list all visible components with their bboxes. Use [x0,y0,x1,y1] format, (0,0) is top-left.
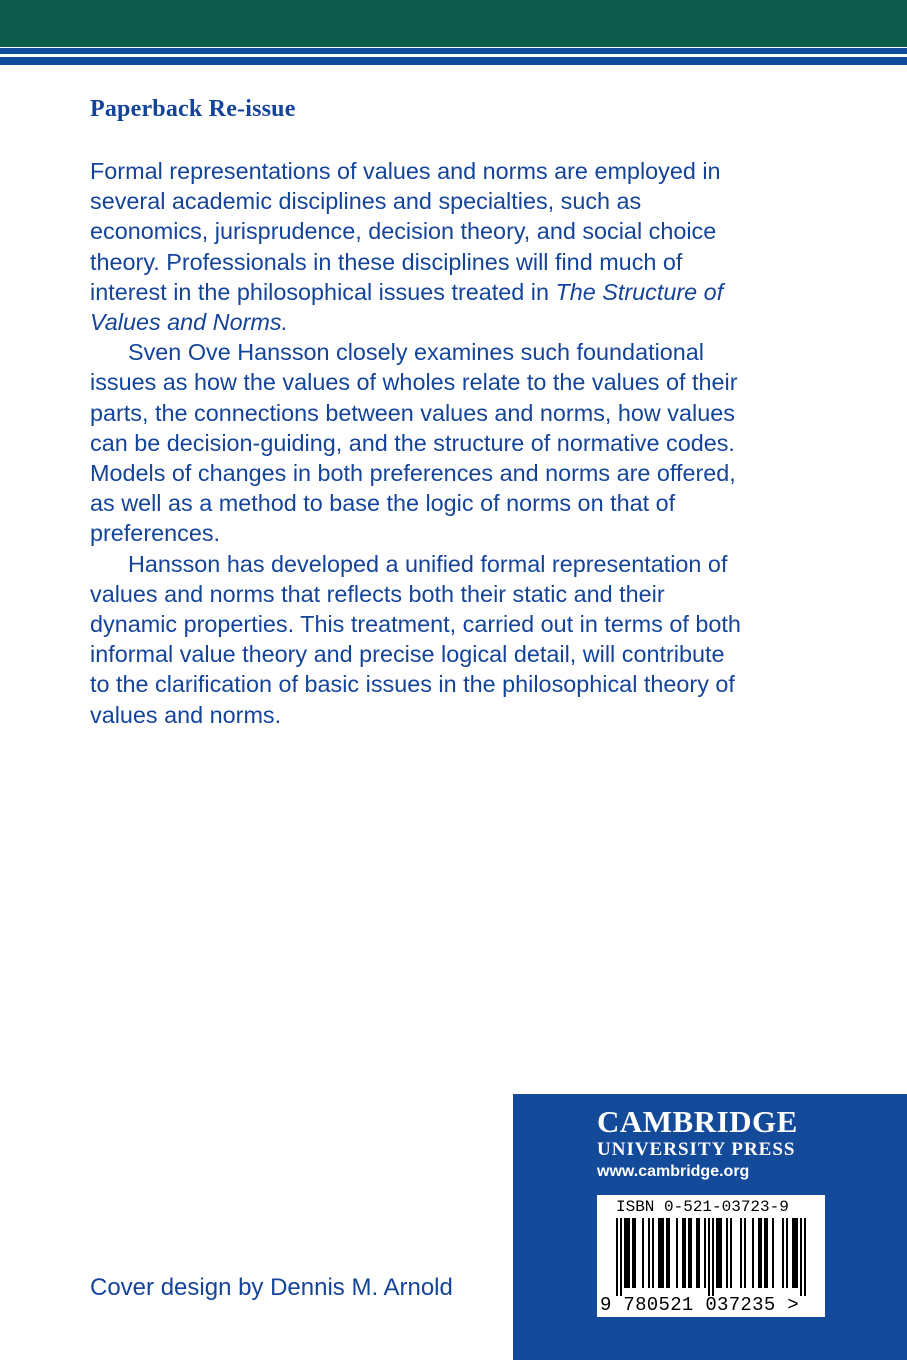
text-line: issues as how the values of wholes relate to the values of their [90,369,738,396]
text-line: values and norms that reflects both their static and their [90,580,665,607]
barcode-bar [744,1218,746,1288]
barcode-bar [772,1218,774,1288]
barcode-bar [764,1218,766,1288]
barcode-bar [794,1218,796,1288]
barcode-bar [766,1218,768,1288]
barcode-bar [720,1218,722,1288]
text-line [90,307,825,337]
barcode-bar [716,1218,718,1288]
barcode-bar [658,1218,660,1288]
text-fragment: interest in the philosophical issues treated in [90,278,556,305]
text-line: economics, jurisprudence, decision theory, and social choice [90,218,717,245]
book-description [90,156,825,730]
text-line: can be decision-guiding, and the structure of normative codes. [90,429,735,456]
barcode-bar [740,1218,742,1288]
barcode-bar [620,1218,622,1296]
barcode-bar [684,1218,686,1288]
book-title-italic: Values and Norms. [90,309,289,336]
book-title-italic: The Structure of [555,278,724,305]
barcode-bar [800,1218,802,1296]
text-line [90,277,825,307]
barcode-bar [642,1218,644,1288]
barcode-bar [786,1218,788,1288]
barcode-bar [682,1218,684,1288]
cover-design-credit: Cover design by Dennis M. Arnold [90,1274,453,1301]
text-line: values and norms. [90,701,282,728]
barcode-bar [712,1218,714,1296]
top-blue-rule [0,48,907,54]
barcode-bar [696,1218,698,1288]
text-line: to the clarification of basic issues in the philosophical theory of [90,671,735,698]
barcode-bar [632,1218,634,1288]
text-line: parts, the connections between values and norms, how values [90,399,735,426]
top-blue-rule-lower [0,57,907,65]
barcode-bar [668,1218,670,1288]
text-line: Formal representations of values and norms are employed in [90,158,721,184]
barcode-bar [796,1218,798,1288]
barcode-bar [718,1218,720,1288]
barcode-bar [660,1218,662,1288]
barcode-bar [760,1218,762,1288]
barcode-bar [676,1218,678,1288]
ean-digits: 9 780521 037235 > [600,1294,799,1316]
text-line: Hansson has developed a unified formal representation of [128,550,728,577]
publisher-panel [513,1094,907,1360]
top-color-band [0,0,907,47]
text-line: informal value theory and precise logical detail, will contribute [90,641,725,668]
barcode-bar [652,1218,654,1288]
series-label: Paperback Re-issue [90,96,296,122]
barcode-icon [608,1218,814,1296]
barcode-bar [690,1218,692,1288]
barcode-bar [626,1218,628,1288]
barcode-bar [804,1218,806,1296]
barcode-bar [624,1218,626,1288]
barcode-bar [634,1218,636,1288]
barcode-bar [782,1218,784,1288]
barcode-bar [752,1218,754,1288]
description-paragraph-2 [90,337,825,548]
barcode-bar [698,1218,700,1288]
barcode-bar [704,1218,706,1288]
text-line: several academic disciplines and specialties, such as [90,188,642,215]
barcode-bar [726,1218,728,1288]
barcode-bar [666,1218,668,1288]
text-line: dynamic properties. This treatment, carried out in terms of both [90,611,741,638]
barcode-bar [758,1218,760,1288]
text-line: preferences. [90,520,221,547]
text-line: Sven Ove Hansson closely examines such foundational [128,339,704,366]
barcode-bar [792,1218,794,1288]
text-line: Models of changes in both preferences and norms are offered, [90,460,736,487]
barcode-bar [628,1218,630,1288]
text-line: theory. Professionals in these disciplines will find much of [90,248,683,275]
publisher-url: www.cambridge.org [597,1163,750,1180]
barcode-block [597,1195,825,1317]
barcode-bar [662,1218,664,1288]
barcode-bar [648,1218,650,1288]
barcode-bar [730,1218,732,1288]
isbn-label: ISBN 0-521-03723-9 [616,1198,789,1216]
barcode-bar [616,1218,618,1296]
description-paragraph-1 [90,156,825,337]
description-paragraph-3 [90,549,825,730]
barcode-bar [688,1218,690,1288]
text-line: as well as a method to base the logic of norms on that of [90,490,676,517]
barcode-bar [708,1218,710,1296]
publisher-subtitle: UNIVERSITY PRESS [597,1139,796,1160]
publisher-name: CAMBRIDGE [597,1104,798,1139]
